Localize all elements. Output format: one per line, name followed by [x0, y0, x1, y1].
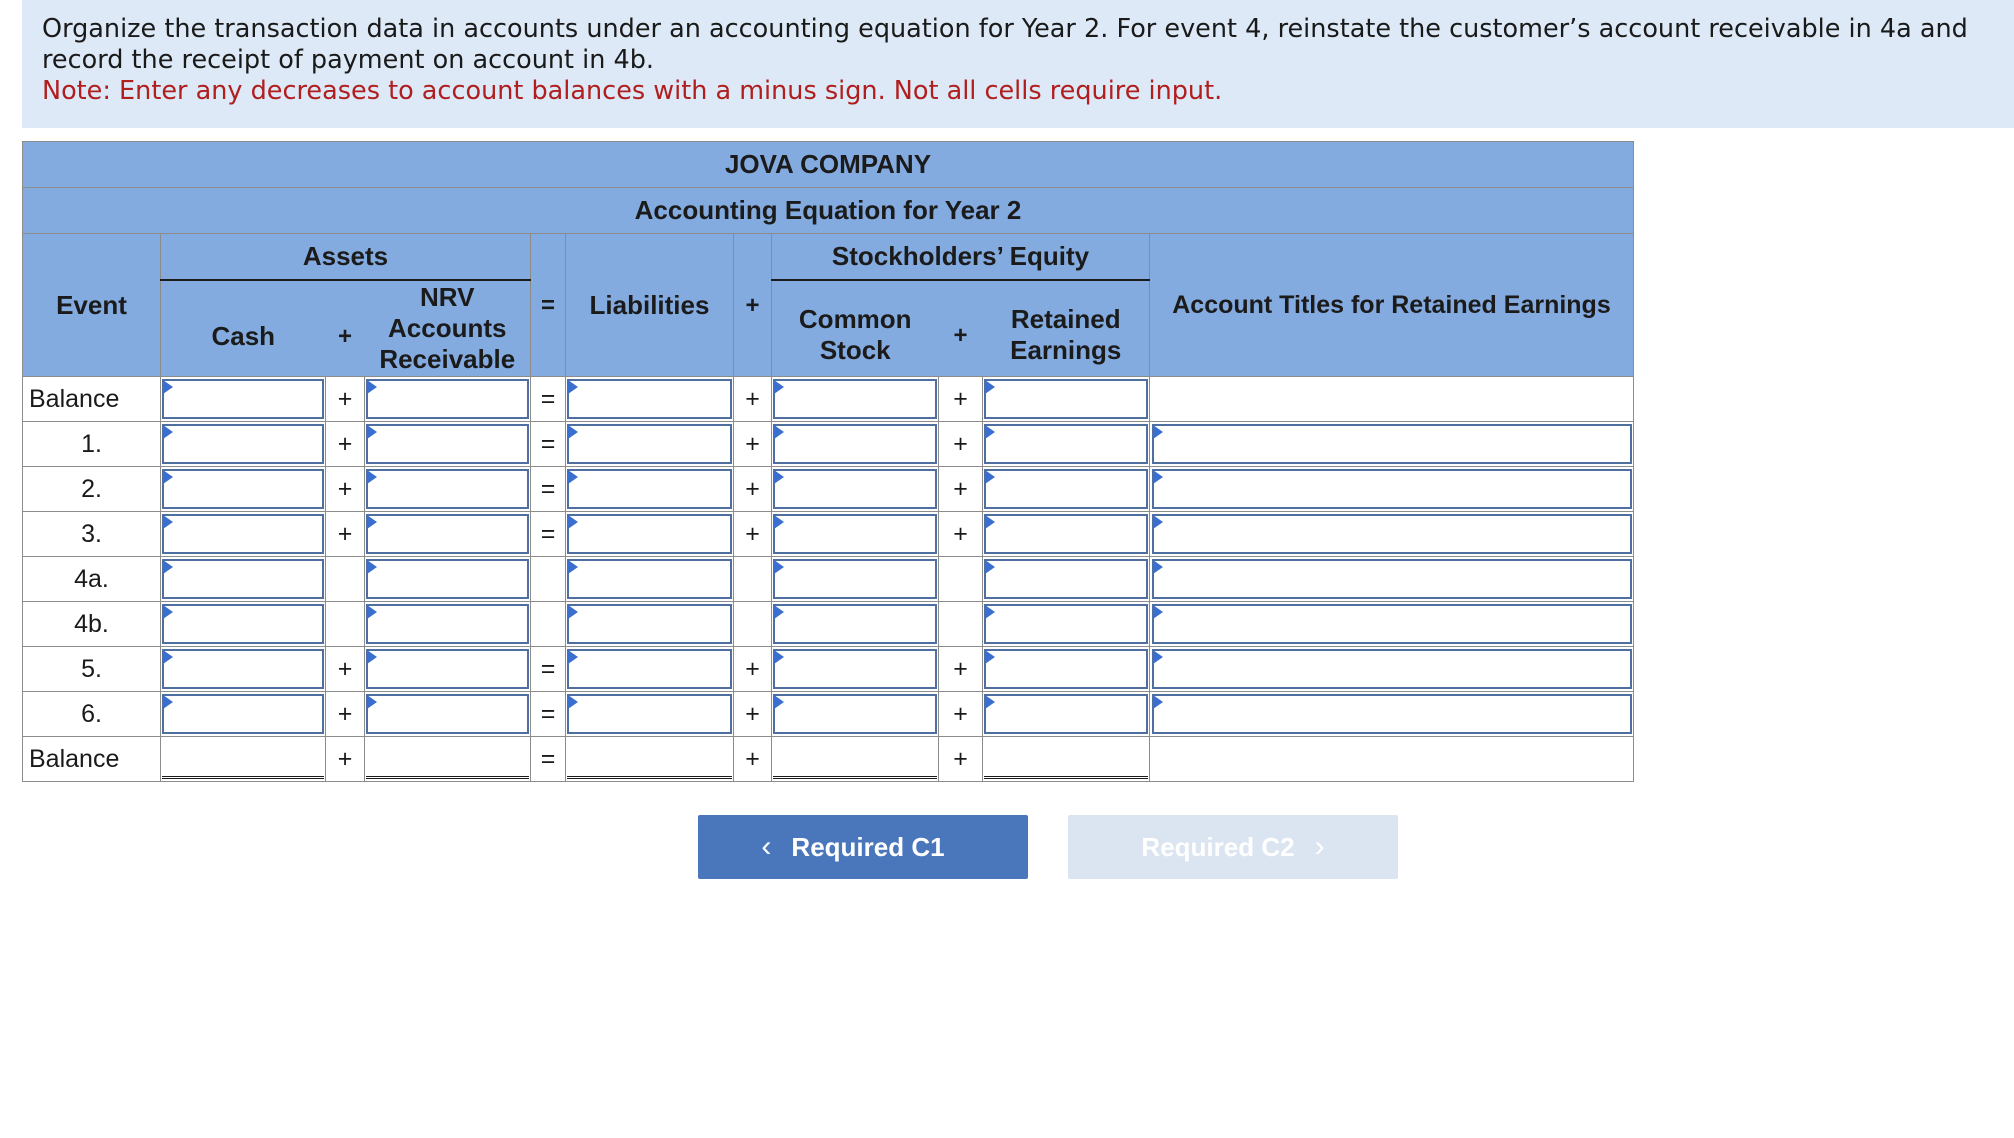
plus-sign: [734, 557, 772, 602]
retained-earnings-input[interactable]: [984, 649, 1148, 689]
nrv-ar-input[interactable]: [366, 559, 529, 599]
event-header: Event: [23, 234, 161, 377]
plus-sign: +: [939, 467, 983, 512]
common-stock-input[interactable]: [773, 514, 937, 554]
retained-earnings-input[interactable]: [984, 424, 1148, 464]
table-title: Accounting Equation for Year 2: [23, 188, 1634, 234]
common-stock-line-1: Common: [798, 304, 912, 335]
common-stock-header: [772, 280, 939, 377]
nrv-ar-line-1: NRV: [420, 281, 475, 312]
retained-earnings-line-2: Earnings: [1010, 335, 1122, 366]
account-title-select[interactable]: [1152, 694, 1632, 734]
common-stock-input[interactable]: [773, 649, 937, 689]
equals-sign: [531, 557, 566, 602]
table-row: [23, 602, 1634, 647]
equals-sign: [531, 602, 566, 647]
next-required-button[interactable]: [1068, 815, 1398, 879]
account-titles-header: Account Titles for Retained Earnings: [1150, 234, 1634, 377]
table-row: [23, 647, 1634, 692]
cash-input[interactable]: [162, 469, 324, 509]
instructions-line-1: Organize the transaction data in accounts under an accounting equation for Year 2. For event 4, reinstate the customer’s account receivable in 4a and: [42, 14, 1968, 44]
table-row: [23, 737, 1634, 782]
equals-sign: =: [531, 467, 566, 512]
plus-sign: [326, 557, 365, 602]
plus-sign: +: [326, 692, 365, 737]
account-title-select[interactable]: [1152, 514, 1632, 554]
table-row: [23, 692, 1634, 737]
retained-earnings-total: [984, 739, 1148, 779]
stockholders-equity-header: Stockholders’ Equity: [772, 234, 1150, 280]
plus-sign: +: [939, 692, 983, 737]
plus-sign: +: [939, 737, 983, 782]
chevron-right-icon: ›: [1314, 830, 1325, 863]
cash-header: Cash: [161, 280, 326, 377]
plus-sign: [939, 557, 983, 602]
event-label: Balance: [23, 377, 161, 422]
retained-earnings-input[interactable]: [984, 514, 1148, 554]
nrv-ar-input[interactable]: [366, 694, 529, 734]
nrv-ar-input[interactable]: [366, 379, 529, 419]
plus-sign: +: [326, 422, 365, 467]
plus-sign: +: [734, 422, 772, 467]
cash-input[interactable]: [162, 649, 324, 689]
plus-sign: +: [734, 647, 772, 692]
plus-sign: +: [939, 512, 983, 557]
retained-earnings-input[interactable]: [984, 379, 1148, 419]
plus-sign: +: [734, 692, 772, 737]
previous-required-button[interactable]: [698, 815, 1028, 879]
liabilities-input[interactable]: [567, 559, 732, 599]
table-row: [23, 377, 1634, 422]
table-row: [23, 557, 1634, 602]
equity-plus-header: +: [939, 280, 983, 377]
liabilities-input[interactable]: [567, 424, 732, 464]
nrv-ar-input[interactable]: [366, 649, 529, 689]
instructions-panel: [22, 0, 2014, 128]
common-stock-input[interactable]: [773, 604, 937, 644]
plus-sign: +: [326, 647, 365, 692]
plus-sign: +: [326, 467, 365, 512]
cash-input[interactable]: [162, 379, 324, 419]
equals-sign: =: [531, 512, 566, 557]
common-stock-input[interactable]: [773, 379, 937, 419]
chevron-left-icon: ‹: [761, 830, 772, 863]
plus-sign: +: [734, 377, 772, 422]
cash-input[interactable]: [162, 514, 324, 554]
common-stock-input[interactable]: [773, 469, 937, 509]
liabilities-input[interactable]: [567, 649, 732, 689]
common-stock-input[interactable]: [773, 694, 937, 734]
account-title-cell-empty: [1150, 737, 1634, 782]
nrv-ar-input[interactable]: [366, 424, 529, 464]
plus-sign: +: [734, 737, 772, 782]
event-label: 2.: [23, 467, 161, 512]
equals-sign: =: [531, 647, 566, 692]
retained-earnings-header: [983, 280, 1150, 377]
company-name: JOVA COMPANY: [23, 142, 1634, 188]
nrv-ar-line-3: Receivable: [379, 343, 516, 374]
retained-earnings-input[interactable]: [984, 604, 1148, 644]
plus-sign: +: [734, 467, 772, 512]
plus-sign: [326, 602, 365, 647]
liabilities-input[interactable]: [567, 694, 732, 734]
retained-earnings-line-1: Retained: [1010, 304, 1121, 335]
plus-sign: +: [326, 512, 365, 557]
common-stock-input[interactable]: [773, 424, 937, 464]
liabilities-total: [567, 739, 732, 779]
plus-header: +: [734, 234, 772, 377]
liabilities-input[interactable]: [567, 379, 732, 419]
nrv-ar-input[interactable]: [366, 469, 529, 509]
event-label: 4a.: [23, 557, 161, 602]
event-label: 4b.: [23, 602, 161, 647]
plus-sign: +: [326, 377, 365, 422]
equals-header: =: [531, 234, 566, 377]
liabilities-input[interactable]: [567, 469, 732, 509]
equals-sign: =: [531, 377, 566, 422]
plus-sign: [939, 602, 983, 647]
plus-sign: +: [939, 647, 983, 692]
table-row: [23, 422, 1634, 467]
liabilities-input[interactable]: [567, 604, 732, 644]
instructions-line-2: record the receipt of payment on account in 4b.: [42, 45, 655, 75]
event-label: 3.: [23, 512, 161, 557]
common-stock-line-2: Stock: [819, 335, 891, 366]
retained-earnings-input[interactable]: [984, 559, 1148, 599]
account-title-select[interactable]: [1152, 604, 1632, 644]
accounting-equation-table: [22, 141, 1634, 782]
liabilities-input[interactable]: [567, 514, 732, 554]
event-label: 6.: [23, 692, 161, 737]
plus-sign: +: [939, 377, 983, 422]
account-title-select[interactable]: [1152, 469, 1632, 509]
plus-sign: +: [326, 737, 365, 782]
plus-sign: +: [734, 512, 772, 557]
equals-sign: =: [531, 692, 566, 737]
retained-earnings-input[interactable]: [984, 469, 1148, 509]
equals-sign: =: [531, 422, 566, 467]
event-label: 1.: [23, 422, 161, 467]
equals-sign: =: [531, 737, 566, 782]
table-row: [23, 512, 1634, 557]
event-label: Balance: [23, 737, 161, 782]
plus-sign: +: [939, 422, 983, 467]
next-required-label: Required C2: [1141, 831, 1295, 862]
assets-plus-header: +: [326, 280, 365, 377]
cash-input[interactable]: [162, 559, 324, 599]
nrv-ar-line-2: Accounts: [388, 312, 507, 343]
plus-sign: [734, 602, 772, 647]
nrv-ar-input[interactable]: [366, 514, 529, 554]
account-title-select[interactable]: [1152, 424, 1632, 464]
account-title-cell-empty: [1150, 377, 1634, 422]
cash-input[interactable]: [162, 424, 324, 464]
assets-header: Assets: [161, 234, 531, 280]
common-stock-total: [773, 739, 937, 779]
cash-input[interactable]: [162, 604, 324, 644]
nrv-ar-input[interactable]: [366, 604, 529, 644]
account-title-select[interactable]: [1152, 559, 1632, 599]
retained-earnings-input[interactable]: [984, 694, 1148, 734]
nrv-ar-total: [366, 739, 529, 779]
account-title-select[interactable]: [1152, 649, 1632, 689]
event-label: 5.: [23, 647, 161, 692]
common-stock-input[interactable]: [773, 559, 937, 599]
cash-total: [162, 739, 324, 779]
table-row: [23, 467, 1634, 512]
instructions-note: Note: Enter any decreases to account balances with a minus sign. Not all cells require input.: [42, 76, 1223, 106]
liabilities-header: Liabilities: [566, 234, 734, 377]
cash-input[interactable]: [162, 694, 324, 734]
previous-required-label: Required C1: [791, 831, 945, 862]
nrv-accounts-receivable-header: [365, 280, 531, 377]
